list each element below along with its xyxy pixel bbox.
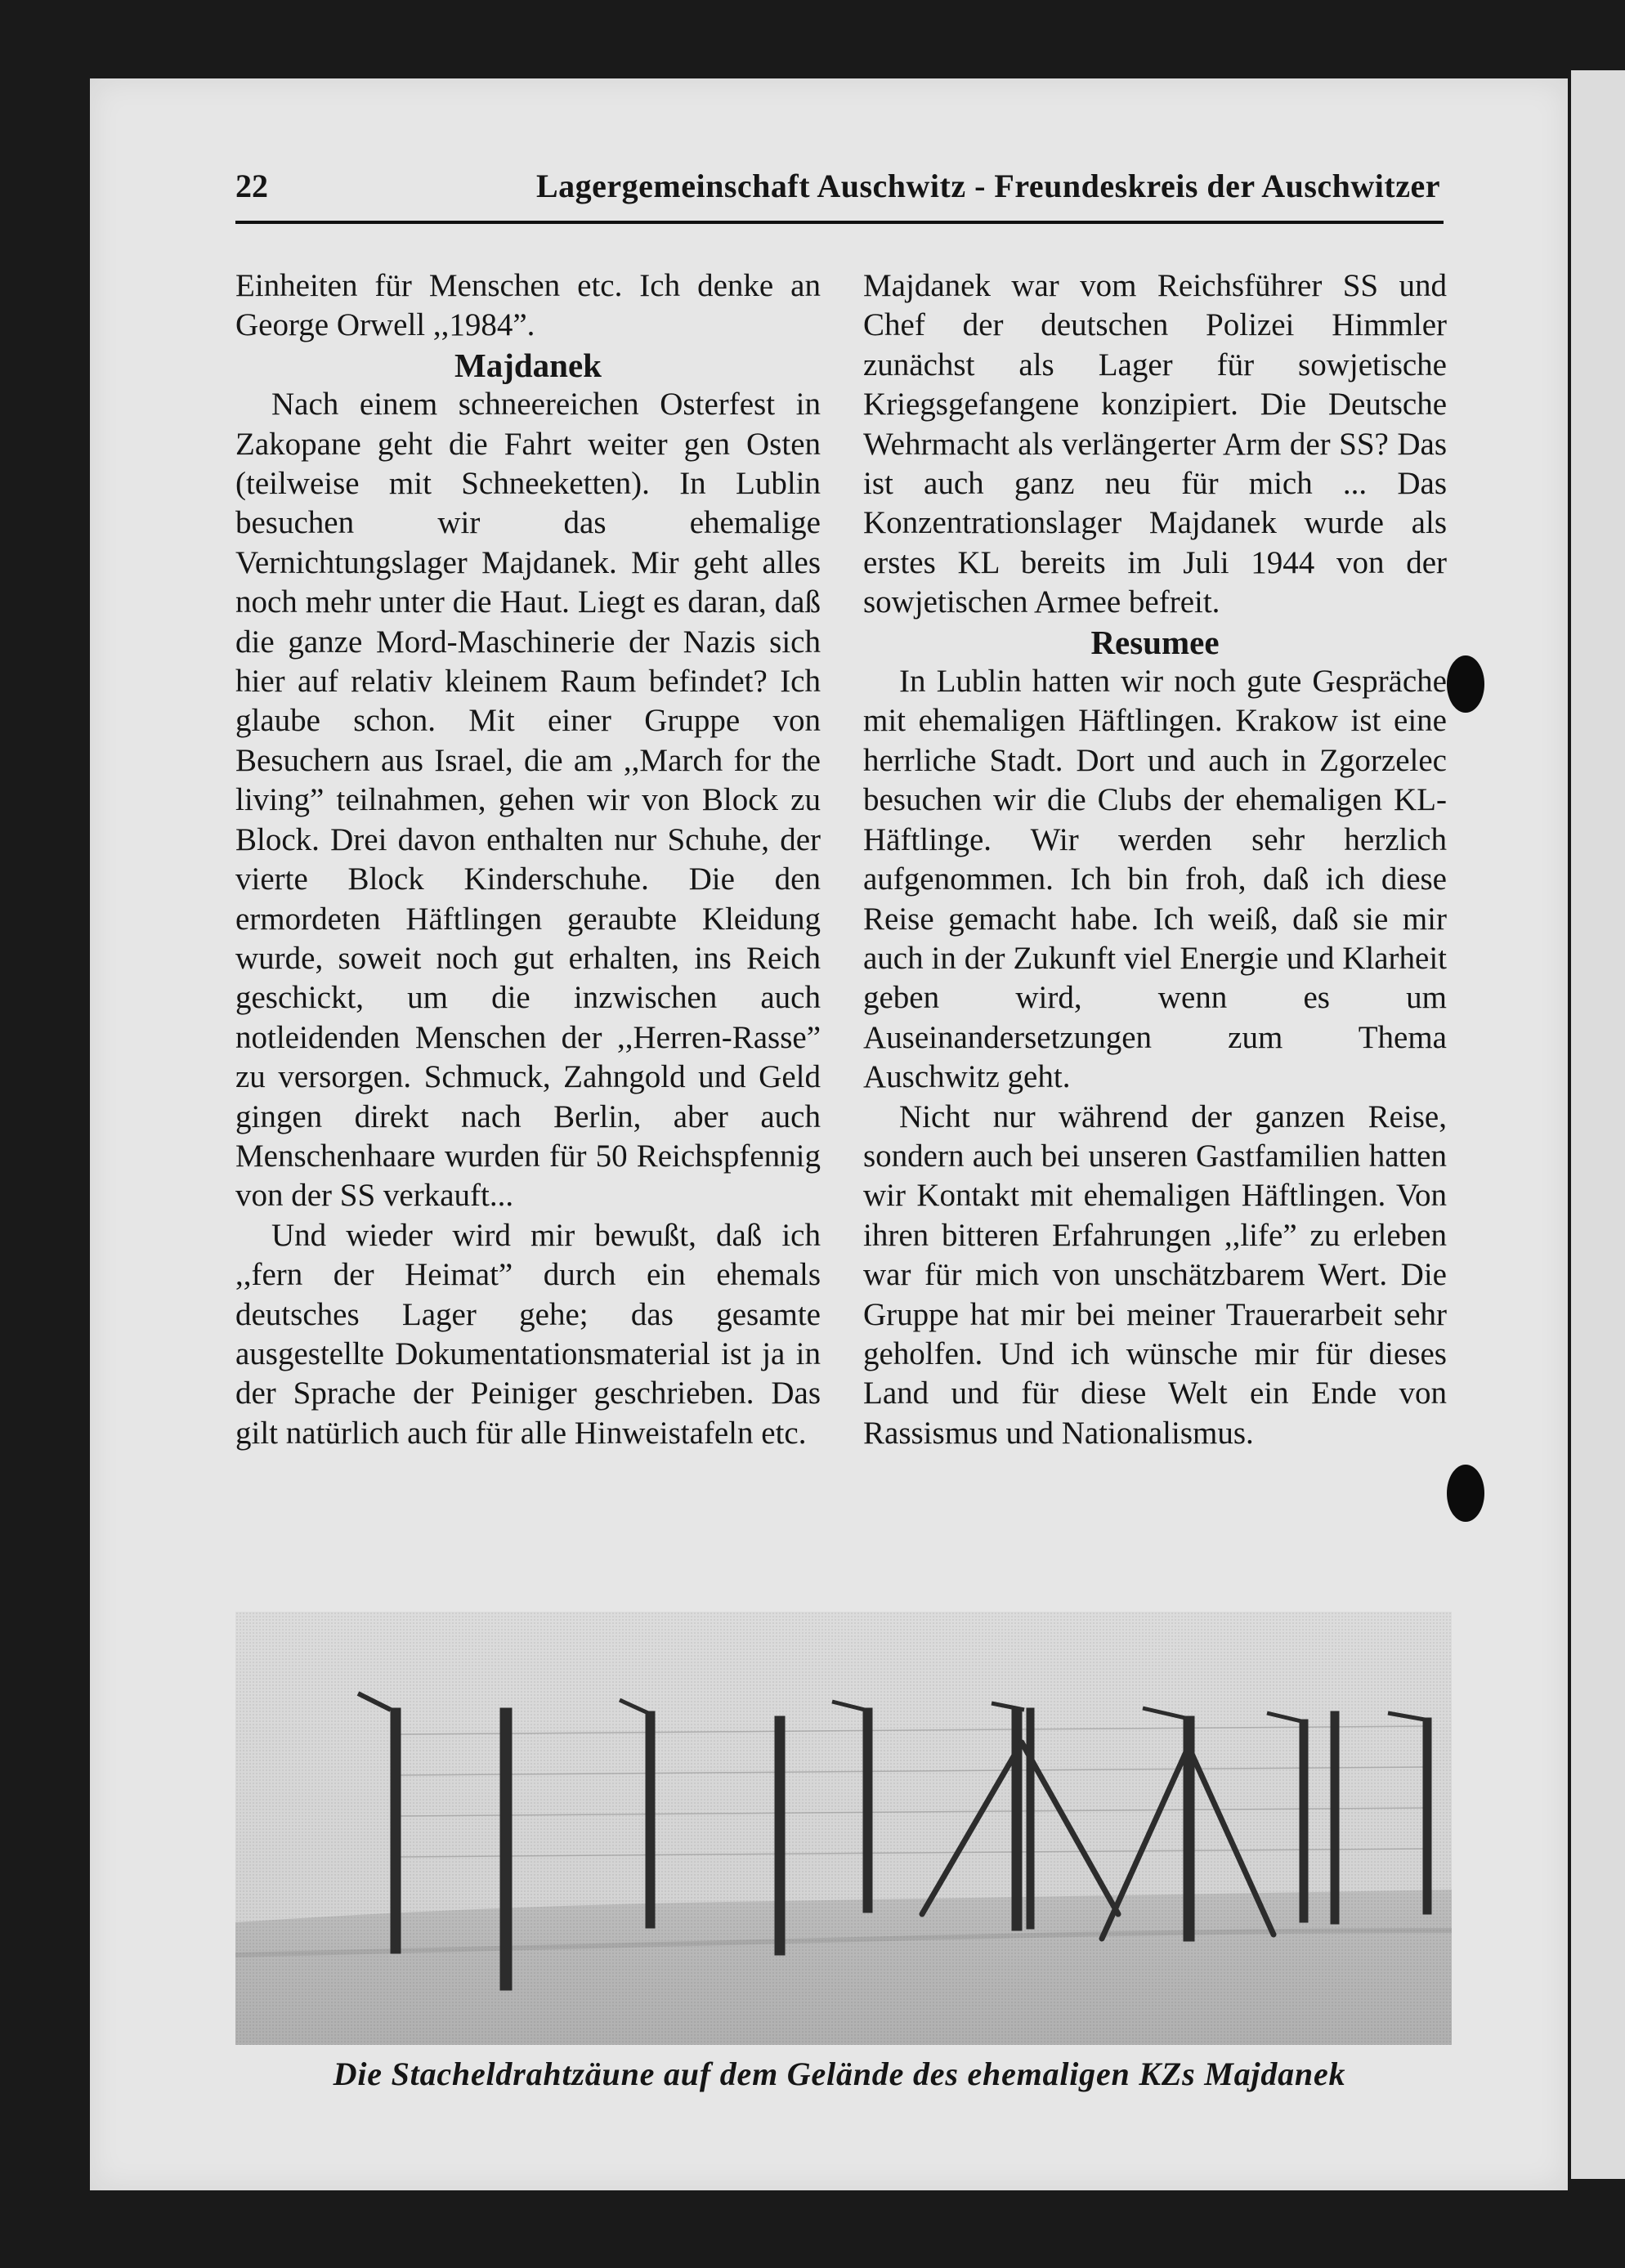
photo-caption: Die Stacheldrahtzäune auf dem Gelände des ehemaligen KZs Majdanek [333,2056,1346,2092]
section-heading-majdanek: Majdanek [454,346,602,384]
paragraph: Nach einem schneereichen Osterfest in Zakopane geht die Fahrt weiter gen Osten (teilweise mit Schneeketten). In Lublin besuchen wir das ehemalige Vernichtungslager Majdanek. Mir geht alles noch mehr unter die Haut. Liegt es daran, daß die ganze Mord-Maschinerie der Nazis sich hier auf relativ kleinem Raum befindet? Ich glaube schon. Mit einer Gruppe von Besuchern aus Israel, die am ,,March for the living” teilnahmen, gehen wir von Block zu Block. Drei davon enthalten nur Schuhe, der vierte Block Kinderschuhe. Die den ermordeten Häftlingen geraubte Kleidung wurde, soweit noch gut erhalten, ins Reich geschickt, um die inzwischen auch notleidenden Menschen der ,,Herren-Rasse” zu versorgen. Schmuck, Zahngold und Geld gingen direkt nach Berlin, aber auch Menschenhaare wurden für 50 Reichspfennig von der SS verkauft... [235,387,821,1214]
fence-photo [235,1612,1452,2045]
running-title: Lagergemeinschaft Auschwitz - Freundeskreis der Auschwitzer [535,168,1440,204]
page-header [235,163,1444,224]
punch-hole [1447,655,1484,713]
right-column [863,266,1447,1453]
paragraph: Und wieder wird mir bewußt, daß ich ,,fern der Heimat” durch ein ehemals deutsches Lager gehe; das gesamte ausgestellte Dokumentationsmaterial ist ja in der Sprache der Peiniger geschrieben. Das gilt natürlich auch für alle Hinweistafeln etc. [235,1217,821,1451]
page-number: 22 [235,168,268,204]
paragraph: In Lublin hatten wir noch gute Gespräche mit ehemaligen Häftlingen. Krakow ist eine herrliche Stadt. Dort und auch in Zgorzelec besuchen wir die Clubs der ehemaligen KL-Häftlinge. Wir werden sehr herzlich aufgenommen. Ich bin froh, daß ich diese Reise gemacht habe. Ich weiß, daß sie mir auch in der Zukunft viel Energie und Klarheit geben wird, wenn es um Auseinandersetzungen zum Thema Auschwitz geht. [863,664,1447,1095]
paragraph: Nicht nur während der ganzen Reise, sondern auch bei unseren Gastfamilien hatten wir Kontakt mit ehemaligen Häftlingen. Von ihren bitteren Erfahrungen ,,life” zu erleben war für mich von unschätzbarem Wert. Die Gruppe hat mir bei meiner Trauerarbeit sehr geholfen. Und ich wünsche mir für dieses Land und für diese Welt ein Ende von Rassismus und Nationalismus. [863,1098,1447,1451]
punch-hole [1447,1465,1484,1522]
section-heading-resumee: Resumee [1090,623,1220,661]
adjacent-page-edge [1571,70,1625,2179]
paragraph: Majdanek war vom Reichsführer SS und Chef der deutschen Polizei Himmler zunächst als Lager für sowjetische Kriegsgefangene konzipiert. Die Deutsche Wehrmacht als verlängerter Arm der SS? Das ist auch ganz neu für mich ... Das Konzentrationslager Majdanek wurde als erstes KL bereits im Juli 1944 von der sowjetischen Armee befreit. [863,268,1447,620]
paragraph: Einheiten für Menschen etc. Ich denke an George Orwell ,,1984”. [235,268,821,343]
left-column [235,266,821,1453]
